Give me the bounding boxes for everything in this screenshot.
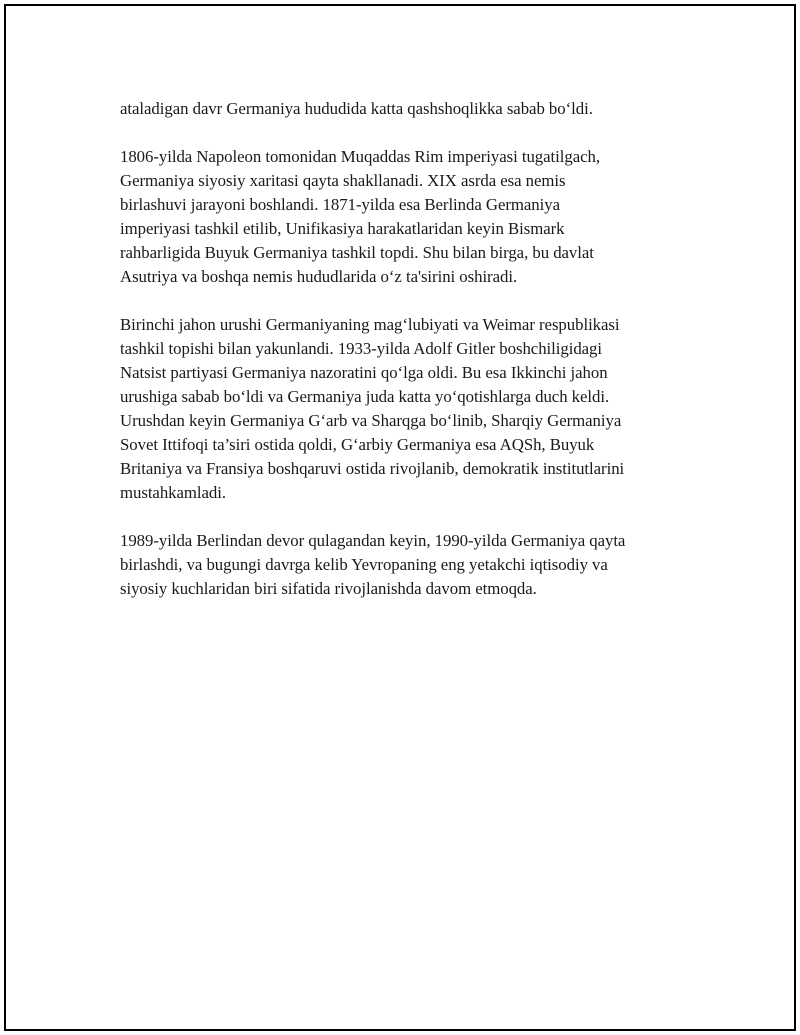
paragraph-3: [120, 313, 695, 505]
text-line: tashkil topishi bilan yakunlandi. 1933-yilda Adolf Gitler boshchiligidagi: [120, 339, 603, 358]
text-line: mustahkamladi.: [120, 483, 227, 502]
document-body: [120, 97, 695, 625]
document-page: [4, 4, 796, 1031]
text-line: siyosiy kuchlaridan biri sifatida rivojlanishda davom etmoqda.: [120, 579, 537, 598]
text-line: Natsist partiyasi Germaniya nazoratini qo‘lga oldi. Bu esa Ikkinchi jahon: [120, 363, 608, 382]
paragraph-4: [120, 529, 695, 601]
text-line: rahbarligida Buyuk Germaniya tashkil topdi. Shu bilan birga, bu davlat: [120, 243, 594, 262]
text-line: 1806-yilda Napoleon tomonidan Muqaddas Rim imperiyasi tugatilgach,: [120, 147, 601, 166]
text-line: urushiga sabab bo‘ldi va Germaniya juda katta yo‘qotishlarga duch keldi.: [120, 387, 610, 406]
text-line: Asutriya va boshqa nemis hududlarida o‘z ta'sirini oshiradi.: [120, 267, 518, 286]
text-line: birlashdi, va bugungi davrga kelib Yevropaning eng yetakchi iqtisodiy va: [120, 555, 608, 574]
text-line: Birinchi jahon urushi Germaniyaning mag‘lubiyati va Weimar respublikasi: [120, 315, 620, 334]
paragraph-1: [120, 97, 695, 121]
text-line: imperiyasi tashkil etilib, Unifikasiya harakatlaridan keyin Bismark: [120, 219, 565, 238]
text-line: 1989-yilda Berlindan devor qulagandan keyin, 1990-yilda Germaniya qayta: [120, 531, 626, 550]
text-line: ataladigan davr Germaniya hududida katta qashshoqlikka sabab bo‘ldi.: [120, 99, 593, 118]
text-line: birlashuvi jarayoni boshlandi. 1871-yilda esa Berlinda Germaniya: [120, 195, 560, 214]
text-line: Britaniya va Fransiya boshqaruvi ostida rivojlanib, demokratik institutlarini: [120, 459, 625, 478]
text-line: Urushdan keyin Germaniya G‘arb va Sharqga bo‘linib, Sharqiy Germaniya: [120, 411, 622, 430]
paragraph-2: [120, 145, 695, 289]
text-line: Germaniya siyosiy xaritasi qayta shakllanadi. XIX asrda esa nemis: [120, 171, 566, 190]
text-line: Sovet Ittifoqi ta’siri ostida qoldi, G‘arbiy Germaniya esa AQSh, Buyuk: [120, 435, 595, 454]
